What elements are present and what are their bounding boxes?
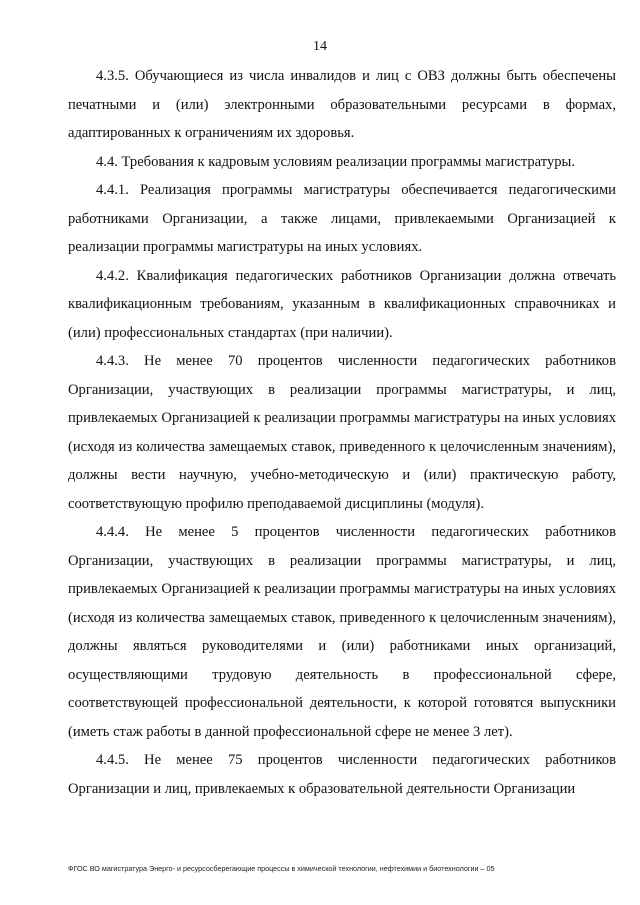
- paragraph-4-4-2: 4.4.2. Квалификация педагогических работников Организации должна отвечать квалификационным требованиям, указанным в квалификационных справочниках и (или) профессиональных стандартах (при наличии).: [68, 267, 616, 341]
- page-footer: ФГОС ВО магистратура Энерго- и ресурсосберегающие процессы в химической технологии, нефтехимии и биотехнологии – 05: [68, 864, 495, 873]
- paragraph-4-3-5: 4.3.5. Обучающиеся из числа инвалидов и лиц с ОВЗ должны быть обеспечены печатными и (или) электронными образовательными ресурсами в формах, адаптированных к ограничениям их здоровья.: [68, 68, 616, 141]
- document-body: [68, 62, 616, 803]
- paragraph-4-4-3: 4.4.3. Не менее 70 процентов численности педагогических работников Организации, участвующих в реализации программы магистратуры, и лиц, привлекаемых Организацией к реализации программы магистратуры на иных условиях (исходя из количества замещаемых ставок, приведенного к целочисленным значениям), должны вести научную, учебно-методическую и (или) практическую работу, соответствующую профилю преподаваемой дисциплины (модуля).: [68, 353, 616, 512]
- page-number: 14: [313, 39, 327, 54]
- paragraph-4-4-1: 4.4.1. Реализация программы магистратуры обеспечивается педагогическими работниками Организации, а также лицами, привлекаемыми Организацией к реализации программы магистратуры на иных условиях.: [68, 182, 616, 255]
- paragraph-4-4: 4.4. Требования к кадровым условиям реализации программы магистратуры.: [96, 153, 576, 170]
- paragraph-4-4-5: 4.4.5. Не менее 75 процентов численности педагогических работников Организации и лиц, привлекаемых к образовательной деятельности Организации: [68, 752, 616, 797]
- paragraph-4-4-4: 4.4.4. Не менее 5 процентов численности педагогических работников Организации, участвующих в реализации программы магистратуры, и лиц, привлекаемых Организацией к реализации программы магистратуры на иных условиях (исходя из количества замещаемых ставок, приведенного к целочисленным значениям), должны являться руководителями и (или) работниками иных организаций, осуществляющими трудовую деятельность в профессиональной сфере, соответствующей профессиональной деятельности, к которой готовятся выпускники (иметь стаж работы в данной профессиональной сфере не менее 3 лет).: [68, 524, 616, 740]
